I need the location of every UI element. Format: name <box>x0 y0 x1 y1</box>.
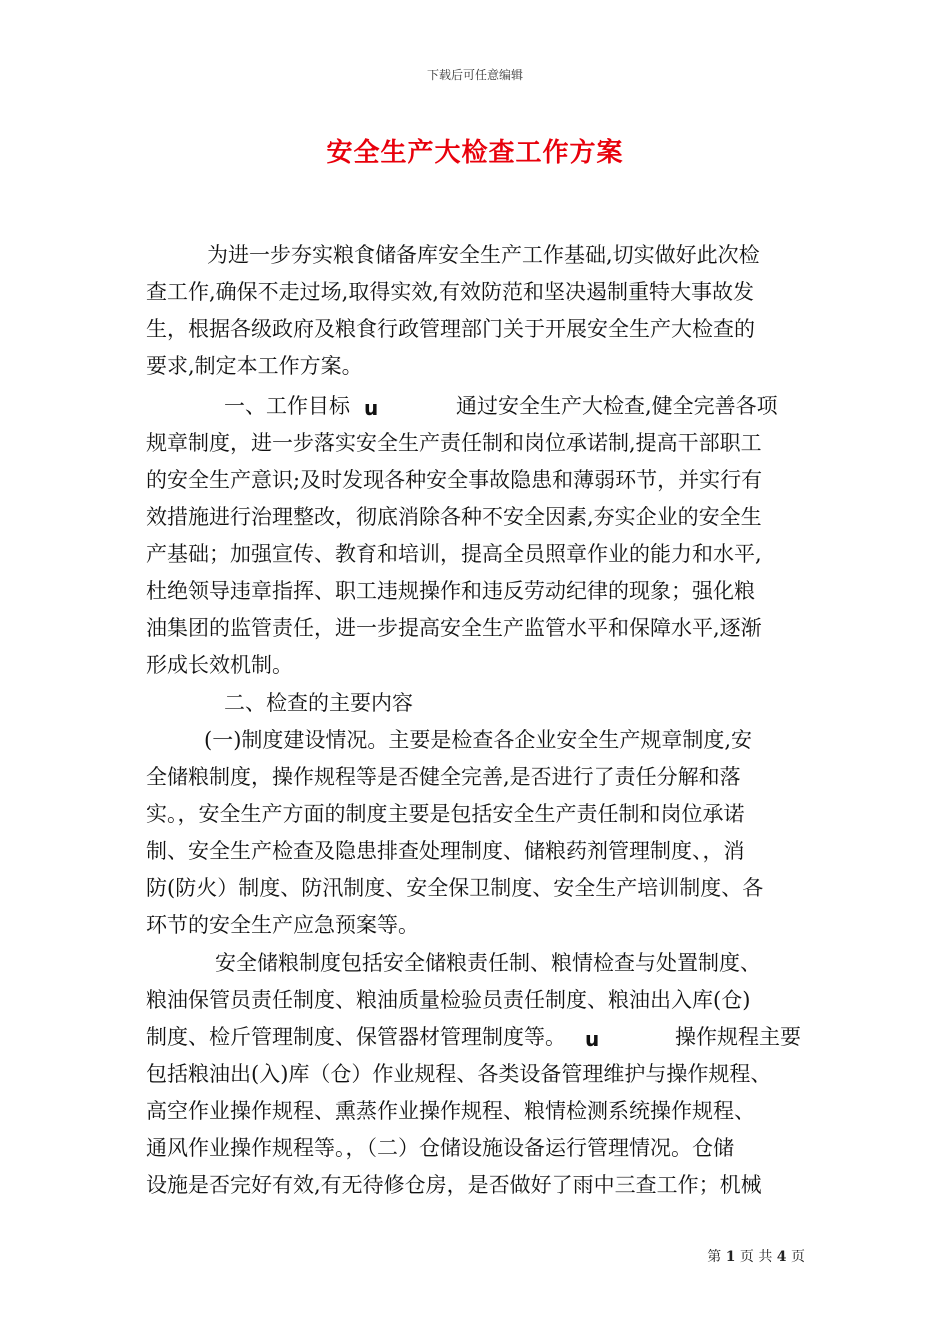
body-line: 全储粮制度，操作规程等是否健全完善,是否进行了责任分解和落 <box>146 765 741 789</box>
body-line: (一)制度建设情况。主要是检查各企业安全生产规章制度,安 <box>204 728 753 752</box>
body-line: 粮油保管员责任制度、粮油质量检验员责任制度、粮油出入库(仓) <box>146 988 751 1012</box>
body-line: 高空作业操作规程、熏蒸作业操作规程、粮情检测系统操作规程、 <box>146 1099 755 1123</box>
body-line: 杜绝领导违章指挥、职工违规操作和违反劳动纪律的现象；强化粮 <box>146 579 755 603</box>
total-pages-number: 4 <box>776 1249 787 1265</box>
body-line: 为进一步夯实粮食储备库安全生产工作基础,切实做好此次检 <box>207 243 760 267</box>
header-note: 下载后可任意编辑 <box>426 68 523 82</box>
body-line: 通风作业操作规程等。，（二）仓储设施设备运行管理情况。仓储 <box>146 1136 734 1160</box>
section-heading-2: 二、检查的主要内容 <box>224 691 413 715</box>
footer-prefix: 第 <box>707 1249 722 1265</box>
body-line: 查工作,确保不走过场,取得实效,有效防范和坚决遏制重特大事故发 <box>146 280 755 304</box>
body-line: 操作规程主要 <box>675 1025 801 1049</box>
section-heading-1: 一、工作目标 <box>224 394 350 418</box>
body-line: 要求,制定本工作方案。 <box>146 354 363 378</box>
body-line: 油集团的监管责任，进一步提高安全生产监管水平和保障水平,逐渐 <box>146 616 762 640</box>
body-line: 形成长效机制。 <box>146 653 293 677</box>
body-line: 制度、检斤管理制度、保管器材管理制度等。 <box>146 1025 566 1049</box>
body-line: 规章制度，进一步落实安全生产责任制和岗位承诺制,提高干部职工 <box>146 431 762 455</box>
body-line: 通过安全生产大检查,健全完善各项 <box>456 394 778 418</box>
body-line: 制、安全生产检查及隐患排查处理制度、储粮药剂管理制度、，消 <box>146 839 745 863</box>
body-line: 防(防火）制度、防汛制度、安全保卫制度、安全生产培训制度、各 <box>146 876 764 900</box>
body-line: 生，根据各级政府及粮食行政管理部门关于开展安全生产大检查的 <box>146 317 755 341</box>
document-title: 安全生产大检查工作方案 <box>326 138 624 168</box>
body-line: 环节的安全生产应急预案等。 <box>146 913 419 937</box>
body-line: 实。，安全生产方面的制度主要是包括安全生产责任制和岗位承诺 <box>146 802 745 826</box>
body-line: 设施是否完好有效,有无待修仓房，是否做好了雨中三查工作；机械 <box>146 1173 762 1197</box>
page-footer <box>707 1246 805 1266</box>
bullet-marker-icon: u <box>585 1027 600 1051</box>
bullet-marker-icon: u <box>364 396 379 420</box>
current-page-number: 1 <box>725 1249 736 1265</box>
footer-middle: 页 共 <box>739 1249 773 1265</box>
body-line: 的安全生产意识;及时发现各种安全事故隐患和薄弱环节，并实行有 <box>146 468 763 492</box>
body-line: 效措施进行治理整改，彻底消除各种不安全因素,夯实企业的安全生 <box>146 505 762 529</box>
body-line: 包括粮油出(入)库（仓）作业规程、各类设备管理维护与操作规程、 <box>146 1062 772 1086</box>
footer-suffix: 页 <box>791 1249 805 1265</box>
body-line: 产基础；加强宣传、教育和培训，提高全员照章作业的能力和水平, <box>146 542 762 566</box>
body-line: 安全储粮制度包括安全储粮责任制、粮情检查与处置制度、 <box>215 951 761 975</box>
